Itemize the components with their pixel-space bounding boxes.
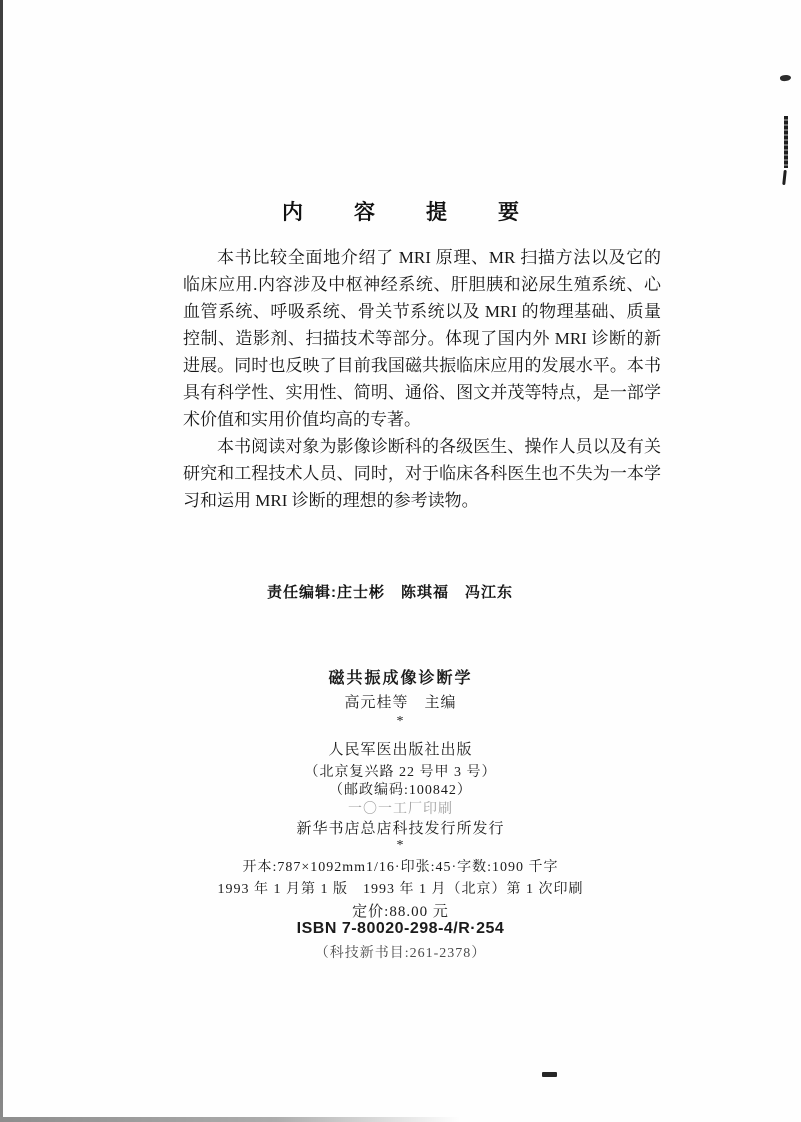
price-line: 定价:88.00 元	[352, 904, 449, 920]
summary-paragraph-1: 本书比较全面地介绍了 MRI 原理、MR 扫描方法以及它的临床应用.内容涉及中枢神经系统、肝胆胰和泌尿生殖系统、心血管系统、呼吸系统、骨关节系统以及 MRI 的物理基础、质量控制、造影剂、扫描技术等部分。体现了国内外 MRI 诊断的新进展。同时也反映了目前我国磁共振临床应用的发展水平。本书具有科学性、实用性、简明、通俗、图文并茂等特点，是一部学术价值和实用价值均高的专著。	[183, 248, 661, 429]
chief-editor-line: 高元桂等 主编	[344, 695, 457, 711]
book-title: 磁共振成像诊断学	[328, 670, 473, 687]
catalog-number-line: （科技新书目:261-2378）	[314, 946, 487, 961]
scan-artifact-right-tick	[782, 170, 787, 185]
scan-artifact-right-streak	[784, 116, 788, 168]
scan-artifact-bottom-dash	[542, 1072, 557, 1077]
asterisk-separator: *	[396, 714, 405, 729]
summary-paragraph-2: 本书阅读对象为影像诊断科的各级医生、操作人员以及有关研究和工程技术人员、同时，对于临床各科医生也不失为一本学习和运用 MRI 诊断的理想的参考读物。	[183, 437, 661, 510]
content-summary-body	[183, 244, 661, 514]
printer-line: 一〇一工厂印刷	[348, 802, 453, 817]
postcode-line: （邮政编码:100842）	[329, 783, 472, 798]
edition-printing-line: 1993 年 1 月第 1 版 1993 年 1 月（北京）第 1 次印刷	[217, 882, 584, 897]
scan-artifact-top-right	[780, 74, 792, 81]
asterisk-separator: *	[396, 838, 405, 853]
publisher-address-line: （北京复兴路 22 号甲 3 号）	[304, 765, 497, 780]
format-spec-line: 开本:787×1092mm1/16·印张:45·字数:1090 千字	[242, 860, 559, 875]
responsible-editors-line: 责任编辑:庄士彬 陈琪福 冯江东	[267, 584, 513, 601]
distributor-line: 新华书店总店科技发行所发行	[296, 821, 505, 837]
isbn-line: ISBN 7-80020-298-4/R·254	[296, 920, 505, 937]
content-summary-heading: 内 容 提 要	[282, 201, 534, 224]
scan-artifact-bottom-edge	[0, 1117, 460, 1122]
publisher-line: 人民军医出版社出版	[328, 742, 473, 758]
